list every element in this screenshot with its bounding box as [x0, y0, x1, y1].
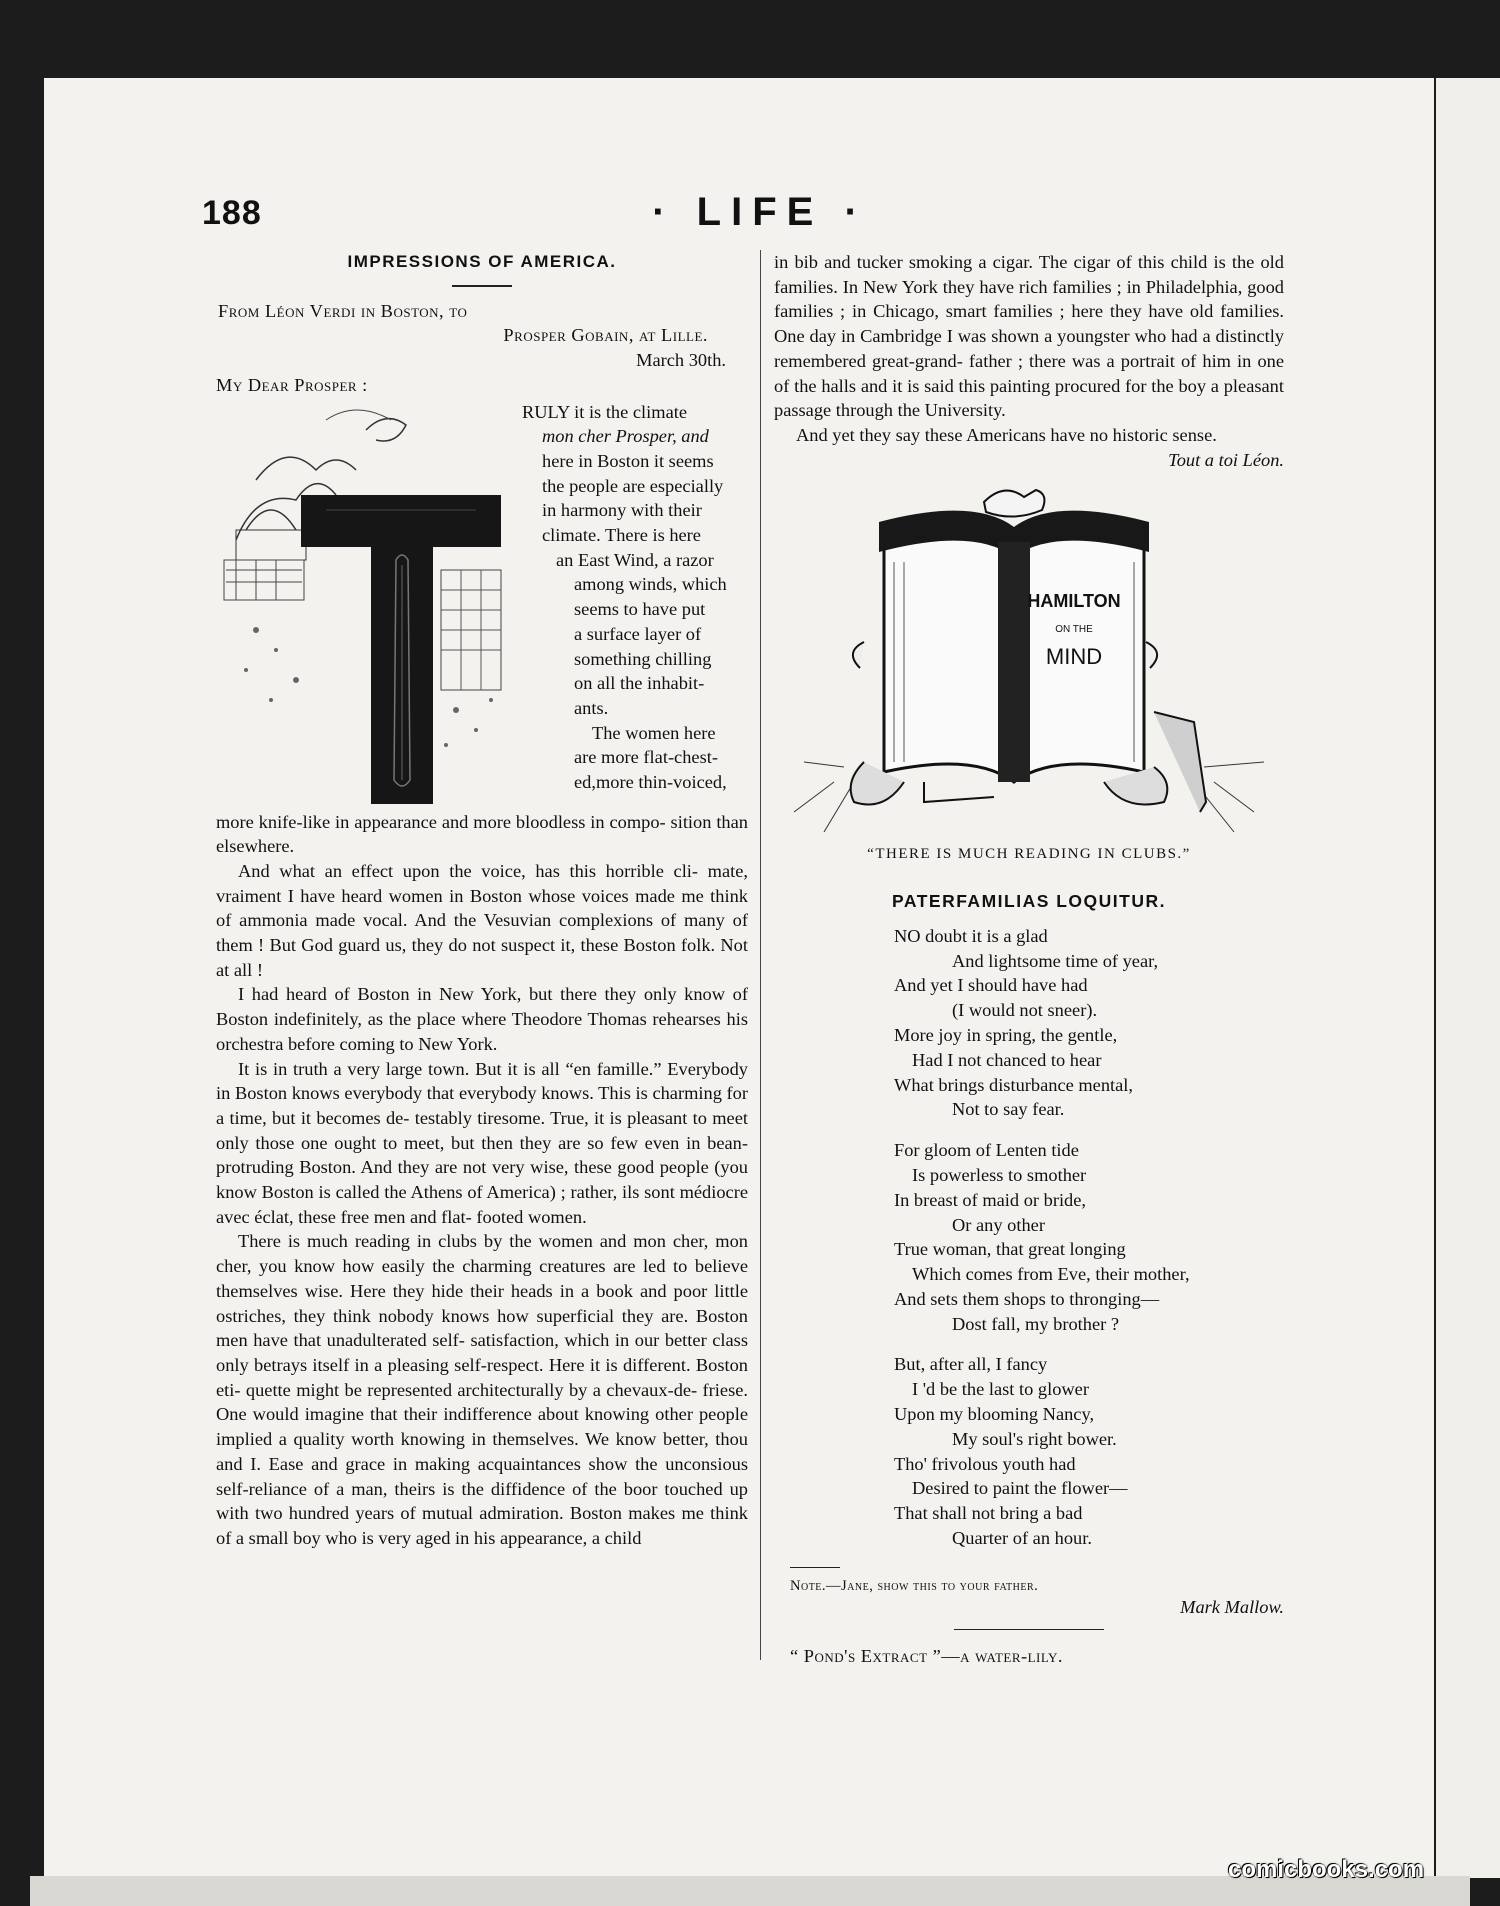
page-number: 188	[202, 194, 262, 232]
poem-line: And lightsome time of year,	[952, 950, 1159, 971]
poem-line: NO doubt it is a glad	[894, 925, 1048, 946]
letter-date: March 30th.	[636, 350, 726, 371]
poem-line: More joy in spring, the gentle,	[894, 1024, 1118, 1045]
poem-line: Tho' frivolous youth had	[894, 1453, 1076, 1474]
filler-rule	[954, 1629, 1104, 1630]
article-title: IMPRESSIONS OF AMERICA.	[347, 252, 617, 271]
paragraph-5: There is much reading in clubs by the women and mon cher, mon cher, you know how easily the charming creatures are led to believe themselves wise. Here they hide their heads in a book and poor little ostriches, they think nobody knows how superficial they are. Boston men have that unadulterated self- satisfaction, which in our better class only betrays itself in a pleasing self-respect. Here it is different. Boston eti- quette might be represented architecturally by a chevaux-de- friese. One would imagine that their indifference about knowing other people implied a quality worth knowing in themselves. We know better, thou and I. Ease and grace in making acquaintances show the unconsious self-reliance of a man, theirs is the diffidence of the boor touched up with two hundred years of mutual admiration. Boston makes me think of a small boy who is very aged in his appearance, a child	[216, 1231, 748, 1548]
column-divider	[760, 250, 761, 1660]
paragraph-1-end: more knife-like in appearance and more bloodless in compo- sition than elsewhere.	[216, 811, 748, 857]
poem-line: My soul's right bower.	[952, 1428, 1117, 1449]
note-rule	[790, 1567, 840, 1568]
poem-stanza-1	[894, 924, 1284, 1122]
signoff: Tout a toi Léon.	[1168, 449, 1284, 470]
poem-line: In breast of maid or bride,	[894, 1189, 1087, 1210]
reading-in-clubs-illustration	[774, 482, 1284, 842]
poem-line: For gloom of Lenten tide	[894, 1140, 1079, 1161]
from-line-2: Prosper Gobain, at Lille.	[503, 325, 708, 346]
paragraph-3: I had heard of Boston in New York, but there they only know of Boston indefinitely, as the place where Theodore Thomas rehearses his orchestra before coming to New York.	[216, 984, 748, 1054]
book-title-line-1: HAMILTON	[1027, 591, 1121, 612]
poem-line: Desired to paint the flower—	[912, 1478, 1128, 1499]
from-line-1: From Léon Verdi in Boston, to	[218, 300, 468, 321]
poem-line: Dost fall, my brother ?	[952, 1313, 1120, 1334]
poem-line: I 'd be the last to glower	[912, 1379, 1089, 1400]
poem-line: What brings disturbance mental,	[894, 1074, 1134, 1095]
poem-line: Not to say fear.	[952, 1099, 1065, 1120]
book-title-line-3: MIND	[1045, 644, 1103, 670]
poem-line: Which comes from Eve, their mother,	[912, 1264, 1190, 1285]
magazine-title: · LIFE ·	[652, 190, 868, 234]
poem-stanza-3	[894, 1352, 1284, 1550]
poem-line: Quarter of an hour.	[952, 1528, 1092, 1549]
next-page-edge	[1436, 78, 1500, 1878]
poem-line: True woman, that great longing	[894, 1239, 1126, 1260]
poem-line: Had I not chanced to hear	[912, 1049, 1102, 1070]
poem-line: (I would not sneer).	[952, 1000, 1098, 1021]
poem-line: And sets them shops to thronging—	[894, 1288, 1160, 1309]
poem-line: Or any other	[952, 1214, 1045, 1235]
watermark-logo: comicbooks.com	[1228, 1856, 1425, 1883]
poem-title: PATERFAMILIAS LOQUITUR.	[892, 891, 1166, 912]
title-rule	[452, 285, 512, 287]
paragraph-2: And what an effect upon the voice, has this horrible cli- mate, vraiment I have heard women in Boston whose voices made me think of ammonia made vocal. And the Vesuvian complexions of many of them ! But God guard us, they do not suspect it, these Boston folk. Not at all !	[216, 860, 748, 980]
salutation: My Dear Prosper :	[216, 374, 368, 395]
poem-line: And yet I should have had	[894, 975, 1088, 996]
left-column	[216, 250, 748, 1551]
paragraph-5-continued: in bib and tucker smoking a cigar. The cigar of this child is the old families. In New York they have rich families ; in Philadelphia, good families ; in Chicago, smart families ; here they have old families. One day in Cambridge I was shown a youngster who had a distinctly remembered great-grand- father ; there was a portrait of him in one of the halls and it is said this painting procured for the boy a pleasant passage through the University.	[774, 252, 1284, 421]
poem-note: Note.—Jane, show this to your father.	[790, 1577, 1039, 1594]
poem-line: Upon my blooming Nancy,	[894, 1404, 1095, 1425]
poem-stanza-2	[894, 1138, 1284, 1336]
poem	[894, 924, 1284, 1551]
illustration-caption: “THERE IS MUCH READING IN CLUBS.”	[867, 846, 1191, 863]
filler-line: “ Pond's Extract ”—a water-lily.	[790, 1646, 1064, 1667]
paragraph-6: And yet they say these Americans have no historic sense.	[796, 424, 1217, 445]
paragraph-4: It is in truth a very large town. But it is all “en famille.” Everybody in Boston knows everybody that everybody knows. This is charming for a time, but it becomes de- testably tiresome. True, it is pleasant to meet only those one ought to meet, but then they are so few even in bean- protruding Boston. And they are not very wise, these good people (you know Boston is called the Athens of America) ; rather, ils sont médiocre avec éclat, these free men and flat- footed women.	[216, 1058, 748, 1227]
dropcap-section	[216, 400, 748, 810]
dropcap-text: RULY it is the climate mon cher Prosper, and here in Boston it seems the people are especially in harmony with their climate. There is here an East Wind, a razor among winds, which seems to have put a surface layer of something chilling on all the inhabit- ants. The women here are more flat-chest- ed,more thin-voiced,	[522, 401, 727, 793]
book-title-line-2: ON THE	[1055, 624, 1093, 636]
poem-author: Mark Mallow.	[1180, 1596, 1284, 1617]
poem-line: That shall not bring a bad	[894, 1503, 1083, 1524]
right-column	[774, 250, 1284, 1669]
poem-line: Is powerless to smother	[912, 1164, 1087, 1185]
poem-line: But, after all, I fancy	[894, 1354, 1048, 1375]
